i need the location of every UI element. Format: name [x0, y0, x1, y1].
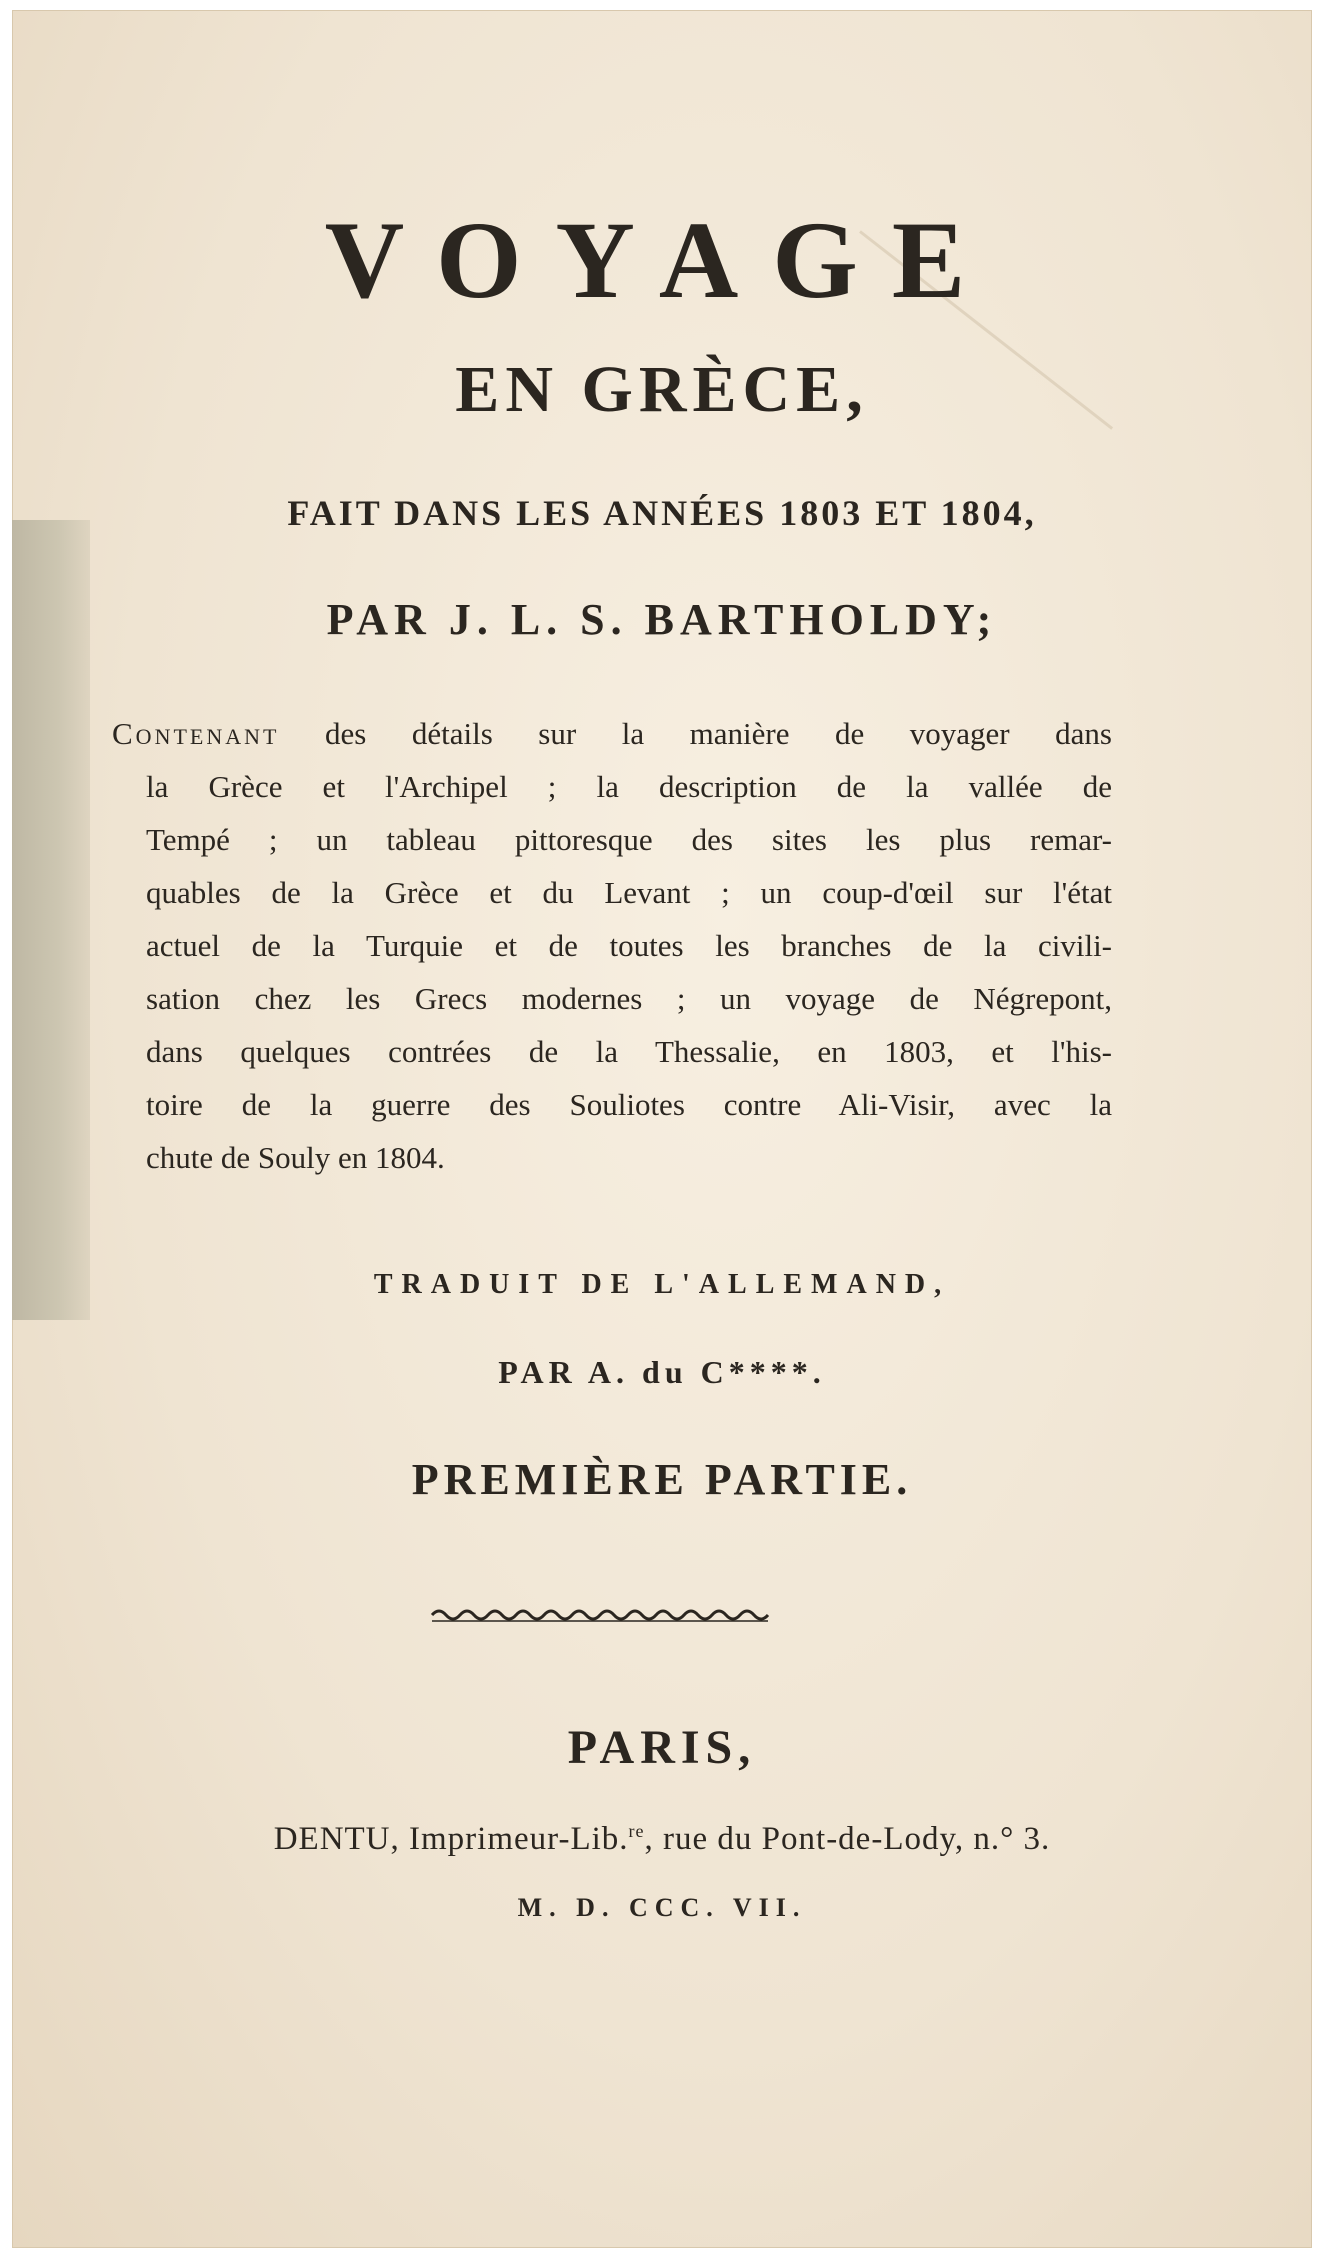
description-line: toire de la guerre des Souliotes contre Ali-Visir, avec la [146, 1087, 1112, 1122]
description-line: chute de Souly en 1804. [146, 1140, 445, 1175]
description-line-text: des détails sur la manière de voyager dans [279, 716, 1112, 751]
ornament-rule-icon [430, 1605, 770, 1625]
book-title: VOYAGE [324, 199, 1000, 321]
translator-line: PAR A. du C****. [498, 1354, 826, 1390]
publisher-superscript: re [628, 1821, 645, 1841]
imprint-year: M. D. CCC. VII. [517, 1893, 807, 1922]
translation-note: TRADUIT DE L'ALLEMAND, [373, 1269, 951, 1300]
book-subtitle: EN GRÈCE, [455, 353, 869, 426]
imprint-city: PARIS, [567, 1721, 757, 1774]
description-line [112, 707, 1112, 760]
description-line: quables de la Grèce et du Levant ; un coup-d'œil sur l'état [146, 875, 1112, 910]
imprint-publisher [0, 1808, 1324, 1862]
part-heading: PREMIÈRE PARTIE. [411, 1455, 913, 1504]
description-lead: Contenant [112, 716, 280, 751]
years-line: FAIT DANS LES ANNÉES 1803 ET 1804, [287, 493, 1037, 533]
description-line: sation chez les Grecs modernes ; un voyage de Négrepont, [146, 981, 1112, 1016]
description-line: actuel de la Turquie et de toutes les branches de la civili- [146, 928, 1112, 963]
description-line: la Grèce et l'Archipel ; la description de la vallée de [146, 769, 1112, 804]
description-line: Tempé ; un tableau pittoresque des sites les plus remar- [146, 822, 1112, 857]
publisher-address: , rue du Pont-de-Lody, n.° 3. [644, 1821, 1051, 1857]
description-line: dans quelques contrées de la Thessalie, en 1803, et l'his- [146, 1034, 1112, 1069]
description-block [112, 707, 1112, 1184]
publisher-name: DENTU, Imprimeur-Lib. [273, 1821, 629, 1857]
author-line: PAR J. L. S. BARTHOLDY; [326, 595, 998, 644]
